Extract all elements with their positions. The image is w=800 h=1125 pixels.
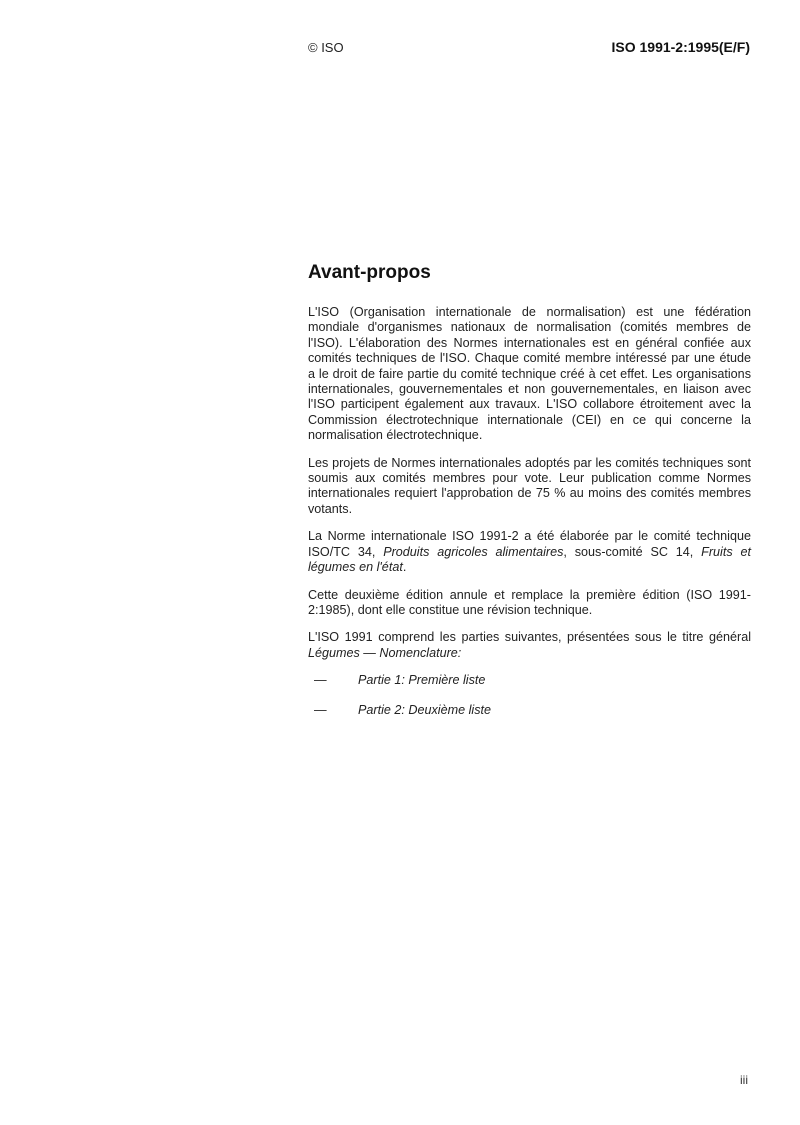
text: , sous-comité SC 14,	[563, 544, 702, 559]
paragraph-iso-description: L'ISO (Organisation internationale de normalisation) est une fédération mondiale d'organismes nationaux de normalisation (comités membres de l'ISO). L'élaboration des Normes internationales est en général confiée aux comités techniques de l'ISO. Chaque comité membre intéressé par une étude a le droit de faire partie du comité technique créé à cet effet. Les organisations internationales, gouvernementales et non gouvernementales, en liaison avec l'ISO participent également aux travaux. L'ISO collabore étroitement avec la Commission électrotechnique internationale (CEI) en ce qui concerne la normalisation électrotechnique.	[308, 305, 751, 443]
list-item	[308, 673, 751, 688]
part-label: Partie 2: Deuxième liste	[358, 702, 491, 717]
part-label: Partie 1: Première liste	[358, 673, 486, 688]
page-number: iii	[740, 1073, 748, 1087]
dash-bullet: —	[314, 702, 327, 717]
section-title: Avant-propos	[308, 262, 431, 283]
committee-title: Produits agricoles alimentaires	[383, 544, 564, 559]
subcommittee-title: Fruits et légumes en l'état	[308, 544, 751, 575]
paragraph-parts	[308, 630, 751, 661]
text: L'ISO 1991 comprend les parties suivantes, présentées sous le titre général	[308, 630, 751, 645]
general-title: Légumes — Nomenclature:	[308, 645, 462, 660]
copyright-notice: © ISO	[308, 40, 344, 55]
text: La Norme internationale ISO 1991-2 a été élaborée par le comité technique ISO/TC 34,	[308, 529, 751, 559]
paragraph-voting: Les projets de Normes internationales adoptés par les comités techniques sont soumis aux comités membres pour vote. Leur publication comme Normes internationales requiert l'approbation de 75 % au moins des comités membres votants.	[308, 455, 751, 516]
paragraph-edition: Cette deuxième édition annule et remplace la première édition (ISO 1991-2:1985), dont elle constitue une révision technique.	[308, 587, 751, 617]
text: .	[402, 560, 407, 575]
document-identifier: ISO 1991-2:1995(E/F)	[611, 39, 750, 55]
list-item	[308, 703, 751, 718]
dash-bullet: —	[314, 673, 327, 688]
foreword-body	[308, 305, 751, 732]
paragraph-committee	[308, 529, 751, 575]
parts-list	[308, 673, 751, 718]
